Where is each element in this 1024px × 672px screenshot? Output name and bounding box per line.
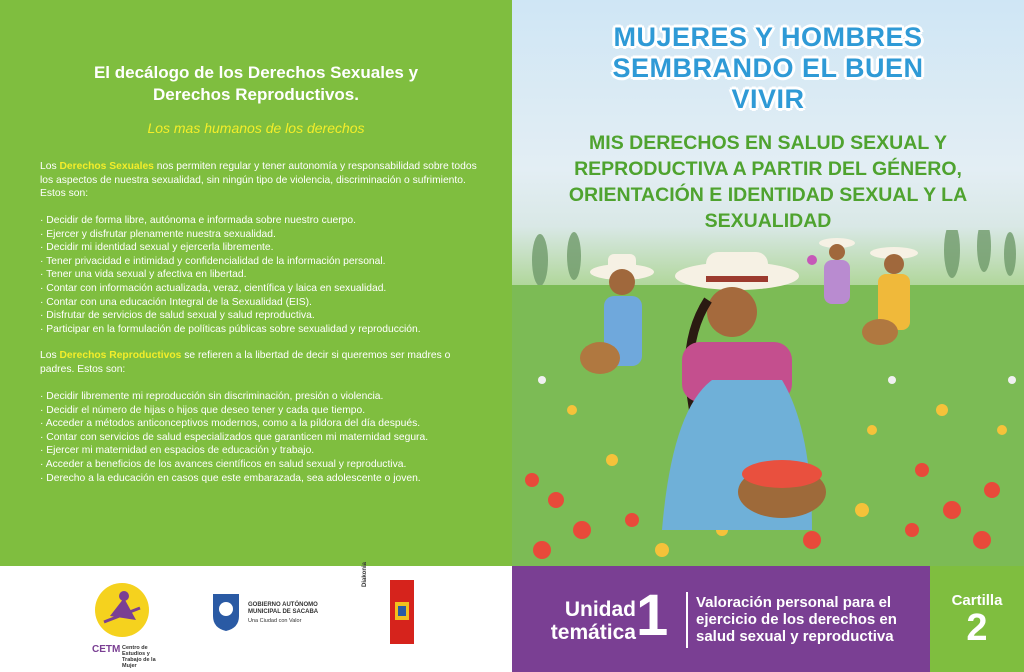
list-item: · Acceder a beneficios de los avances científicos en salud sexual y reproductiva. [40,458,490,472]
cetm-logo-caption: Centro de Estudios y Trabajo de la Mujer [122,645,156,669]
decalogo-subheading: Los mas humanos de los derechos [147,120,365,136]
sponsor-logos [0,562,512,672]
list-item: · Ejercer y disfrutar plenamente nuestra sexualidad. [40,228,490,242]
list-item: · Disfrutar de servicios de salud sexual y salud reproductiva. [40,309,490,323]
unit-description: Valoración personal para el ejercicio de los derechos en salud sexual y reproductiva [696,594,897,645]
gov-shield-logo [211,592,241,632]
list-item: · Acceder a métodos anticonceptivos modernos, como a la píldora del día después. [40,417,490,431]
gov-logo-line2: MUNICIPAL DE SACABA [248,609,319,615]
list-item: · Tener una vida sexual y afectiva en libertad. [40,268,490,282]
decalogo-heading: El decálogo de los Derechos Sexuales y Derechos Reproductivos. [93,63,419,104]
donor-flag-logo [390,580,414,644]
list-item: · Contar con una educación Integral de la Sexualidad (EIS). [40,296,490,310]
cover-title: MUJERES Y HOMBRES SEMBRANDO EL BUEN VIVIR [612,22,924,114]
repro-rights-intro: Los Derechos Reproductivos se refieren a la libertad de decir si queremos ser madres o padres. Estos son: [40,350,451,375]
cartilla-badge [930,566,1024,672]
repro-rights-highlight: Derechos Reproductivos [59,350,182,361]
list-item: · Decidir el número de hijas o hijos que deseo tener y cada que tiempo. [40,404,490,418]
sexual-rights-list [40,214,490,336]
gov-logo-slogan: Una Ciudad con Valor [248,618,302,624]
flower-field-illustration [512,230,1024,566]
list-item: · Participar en la formulación de políticas públicas sobre sexualidad y reproducción. [40,323,490,337]
cover-subtitle: MIS DERECHOS EN SALUD SEXUAL Y REPRODUCTIVA A PARTIR DEL GÉNERO, ORIENTACIÓN E IDENTIDAD SEXUAL Y LA SEXUALIDAD [568,132,968,232]
donor-logo-text: Diakonia [362,562,368,588]
list-item: · Derecho a la educación en casos que este embarazada, sea adolescente o joven. [40,472,490,486]
unit-label: Unidad temática [550,598,636,644]
gov-logo-line1: GOBIERNO AUTÓNOMO [248,602,318,608]
list-item: · Tener privacidad e intimidad y confidencialidad de la información personal. [40,255,490,269]
list-item: · Contar con servicios de salud especializados que garanticen mi maternidad segura. [40,431,490,445]
list-item: · Ejercer mi maternidad en espacios de educación y trabajo. [40,444,490,458]
unit-banner [512,566,930,672]
cetm-logo [90,580,156,644]
decalogo-panel [0,0,512,566]
cetm-logo-text: CETM [92,644,121,655]
cover-footer [0,562,1024,672]
list-item: · Decidir mi identidad sexual y ejercerla libremente. [40,241,490,255]
repro-rights-list [40,390,490,485]
unit-divider [686,592,688,648]
list-item: · Decidir libremente mi reproducción sin discriminación, presión o violencia. [40,390,490,404]
cartilla-number: 2 [966,607,988,649]
list-item: · Decidir de forma libre, autónoma e informada sobre nuestro cuerpo. [40,214,490,228]
sexual-rights-highlight: Derechos Sexuales [59,161,154,172]
cartilla-label: Cartilla [951,592,1003,609]
list-item: · Contar con información actualizada, veraz, científica y laica en sexualidad. [40,282,490,296]
cover-panel [512,0,1024,566]
sexual-rights-intro: Los Derechos Sexuales nos permiten regular y tener autonomía y responsabilidad sobre todos los aspectos de nuestra sexualidad, sin ningún tipo de violencia, discriminación o sufrimiento. Estos son: [40,161,477,200]
unit-number: 1 [636,583,669,648]
